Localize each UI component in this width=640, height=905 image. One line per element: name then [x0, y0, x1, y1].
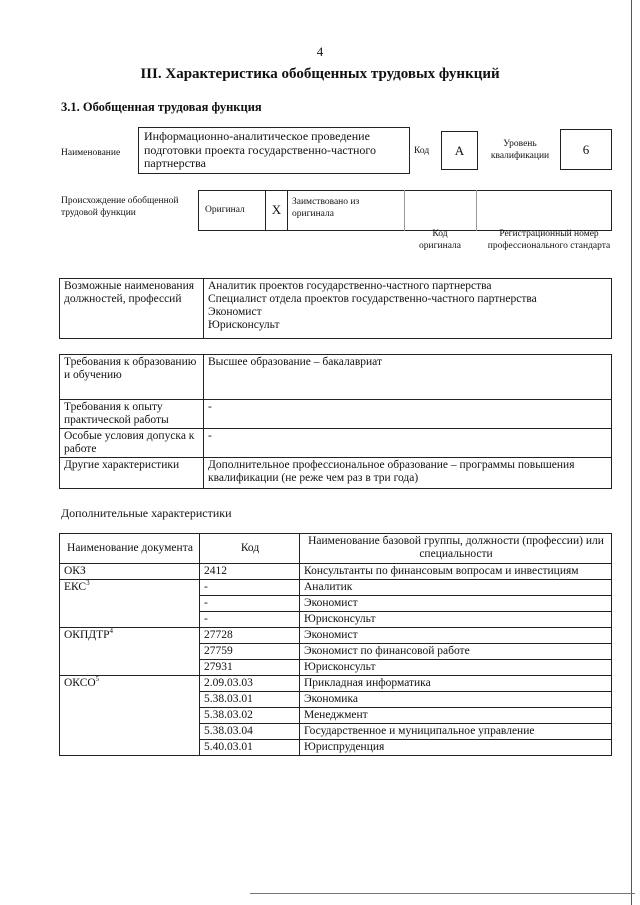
footnote-mark: 4: [109, 627, 114, 636]
name-cell: Государственное и муниципальное управление: [300, 724, 612, 740]
name-cell: Юрисконсульт: [300, 660, 612, 676]
name-cell: Юрисконсульт: [300, 612, 612, 628]
positions-table: [59, 278, 612, 339]
reg-number-caption: Регистрационный номер профессионального стандарта: [487, 229, 611, 251]
code-cell: 5.38.03.04: [200, 724, 300, 740]
position-item: Аналитик проектов государственно-частного партнерства: [208, 280, 492, 292]
borrowed-label: Заимствовано из оригинала: [292, 197, 360, 219]
level-value: 6: [560, 129, 612, 170]
page-edge-right: [631, 0, 632, 905]
position-item: Специалист отдела проектов государственно-частного партнерства: [208, 293, 537, 305]
name-cell: Экономика: [300, 692, 612, 708]
name-cell: Прикладная информатика: [300, 676, 612, 692]
doc-name: ОКПДТР: [64, 629, 110, 641]
level-label: Уровень квалификации: [490, 139, 550, 161]
code-value: А: [441, 131, 478, 170]
requirement-value: Высшее образование – бакалавриат: [204, 355, 612, 400]
code-cell: 27759: [200, 644, 300, 660]
extra-table: [59, 533, 612, 756]
name-cell: Экономист: [300, 596, 612, 612]
origin-divider: [404, 190, 405, 231]
code-cell: 2412: [200, 564, 300, 580]
position-item: Юрисконсульт: [208, 319, 280, 331]
requirement-value: -: [204, 400, 612, 429]
code-cell: 27728: [200, 628, 300, 644]
extra-title: Дополнительные характеристики: [61, 506, 232, 520]
footnote-mark: 3: [86, 579, 90, 588]
doc-name-cell: [60, 564, 200, 580]
name-cell: Аналитик: [300, 580, 612, 596]
code-cell: 5.40.03.01: [200, 740, 300, 756]
name-cell: Юриспруденция: [300, 740, 612, 756]
original-mark: Х: [271, 202, 282, 217]
page-edge-bottom: [250, 893, 635, 894]
table-row: [60, 628, 612, 644]
name-cell: Консультанты по финансовым вопросам и инвестициям: [300, 564, 612, 580]
header-doc: Наименование документа: [60, 534, 200, 564]
name-cell: Менеджмент: [300, 708, 612, 724]
requirement-label: Требования к образованию и обучению: [60, 355, 204, 400]
code-cell: -: [200, 580, 300, 596]
code-cell: 27931: [200, 660, 300, 676]
page-number: 4: [316, 44, 324, 59]
doc-name-cell: [60, 628, 200, 676]
code-cell: -: [200, 596, 300, 612]
name-value: Информационно-аналитическое проведение подготовки проекта государственно-частного партнерства: [138, 127, 410, 174]
origin-divider: [287, 190, 288, 231]
name-cell: Экономист по финансовой работе: [300, 644, 612, 660]
table-row: [60, 564, 612, 580]
section-title: III. Характеристика обобщенных трудовых функций: [140, 66, 500, 82]
origin-box: [198, 190, 612, 231]
code-cell: -: [200, 612, 300, 628]
doc-name-cell: [60, 676, 200, 756]
code-cell: 2.09.03.03: [200, 676, 300, 692]
requirement-value: Дополнительное профессиональное образование – программы повышения квалификации (не реже чем раз в три года): [204, 458, 612, 489]
doc-name: ОКЗ: [64, 565, 86, 577]
original-label: Оригинал: [205, 205, 245, 215]
code-cell: 5.38.03.02: [200, 708, 300, 724]
code-cell: 5.38.03.01: [200, 692, 300, 708]
doc-name: ЕКС: [64, 581, 87, 593]
footnote-mark: 5: [95, 675, 100, 684]
code-label: Код: [414, 146, 430, 156]
name-label: Наименование: [61, 148, 121, 158]
requirement-label: Другие характеристики: [60, 458, 204, 489]
requirements-table: [59, 354, 612, 489]
origin-divider: [476, 190, 477, 231]
doc-name: ОКСО: [64, 677, 96, 689]
origin-label: Происхождение обобщенной трудовой функции: [61, 196, 179, 218]
name-cell: Экономист: [300, 628, 612, 644]
header-name: Наименование базовой группы, должности (профессии) или специальности: [300, 534, 612, 564]
table-row: [60, 676, 612, 692]
requirement-label: Требования к опыту практической работы: [60, 400, 204, 429]
positions-label: Возможные наименования должностей, профессий: [60, 279, 204, 339]
table-row: [60, 580, 612, 596]
positions-cell: [204, 279, 612, 339]
header-code: Код: [200, 534, 300, 564]
requirement-label: Особые условия допуска к работе: [60, 429, 204, 458]
requirement-value: -: [204, 429, 612, 458]
subsection-title: 3.1. Обобщенная трудовая функция: [61, 100, 262, 114]
position-item: Экономист: [208, 306, 262, 318]
extra-header-row: [60, 534, 612, 564]
code-original-caption: Код оригинала: [419, 229, 461, 251]
doc-name-cell: [60, 580, 200, 628]
